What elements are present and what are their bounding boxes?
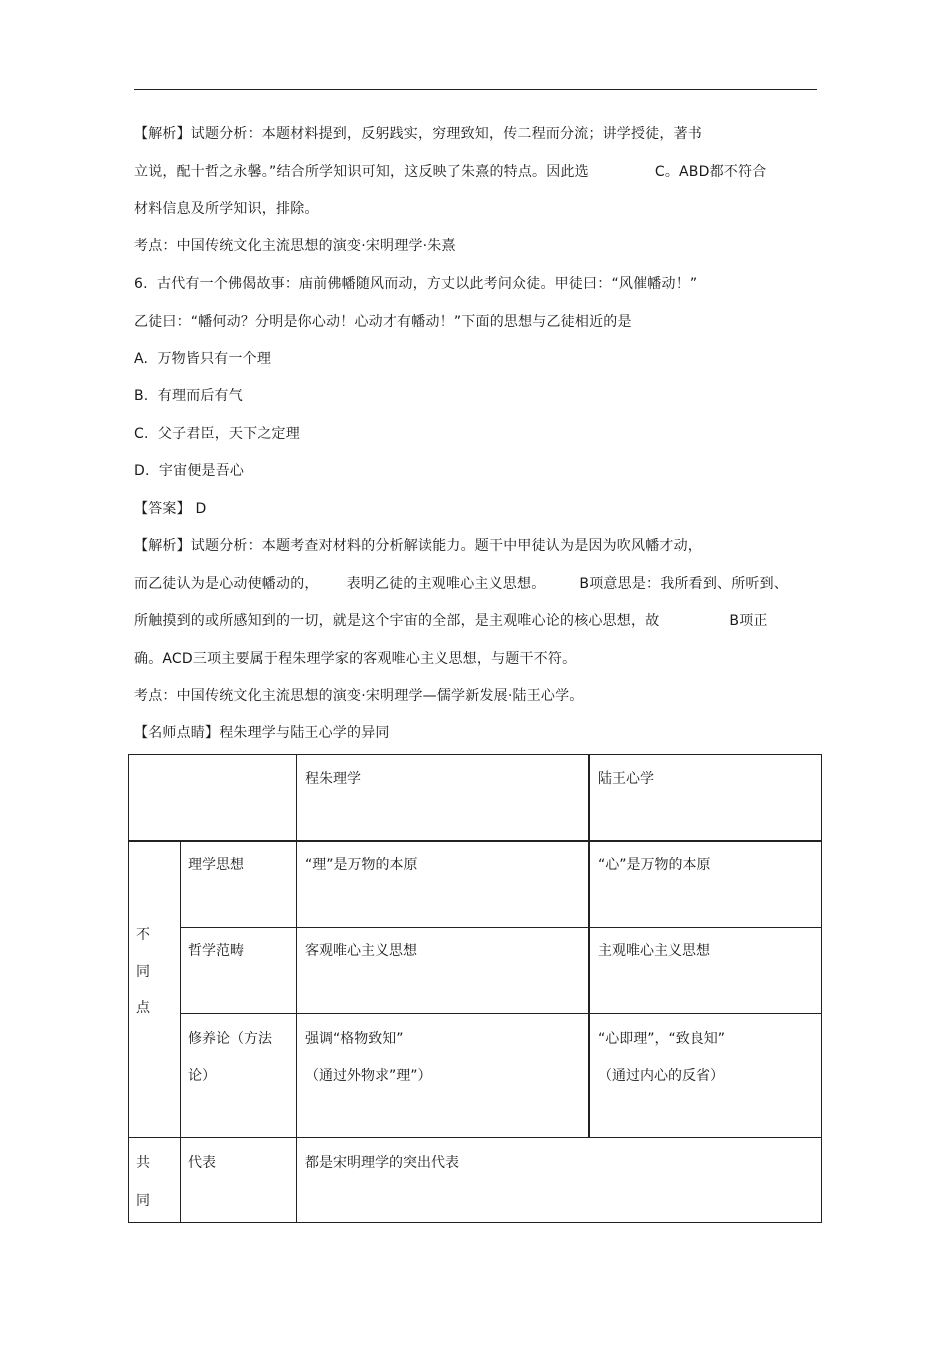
- analysis2-line-3: [134, 611, 768, 631]
- answer-line: 【答案】 D: [134, 501, 207, 517]
- analysis2-line-2-c: B项意思是：我所看到、所听到、: [579, 576, 789, 592]
- row-label-xiuyang-1: 修养论（方法: [188, 1031, 272, 1047]
- row2-luwang: 主观唯心主义思想: [598, 943, 710, 959]
- row1-chengzhu: “理”是万物的本原: [305, 857, 418, 873]
- row-label-daibiao: 代表: [188, 1155, 216, 1171]
- row3-luwang-2: （通过内心的反省）: [598, 1068, 724, 1084]
- table-col-rule-label: [296, 754, 297, 1223]
- row4-common: 都是宋明理学的突出代表: [305, 1155, 459, 1171]
- table-rule-row3: [128, 1137, 822, 1138]
- option-a: A. 万物皆只有一个理: [134, 351, 272, 367]
- group-label-same-2: 同: [136, 1193, 150, 1209]
- group-label-diff-2: 同: [136, 964, 150, 980]
- analysis2-line-2-b: 表明乙徒的主观唯心主义思想。: [346, 576, 546, 592]
- analysis2-line-3-b: B项正: [729, 613, 768, 629]
- row-label-zhexue: 哲学范畴: [188, 943, 244, 959]
- row3-luwang-1: “心即理”，“致良知”: [598, 1031, 726, 1047]
- analysis-line-2-text: 立说，配十哲之永馨。”结合所学知识可知，这反映了朱熹的特点。因此选: [134, 164, 589, 180]
- option-c: C. 父子君臣，天下之定理: [134, 426, 300, 442]
- table-col-rule-group: [180, 840, 181, 1223]
- analysis2-line-2: [134, 574, 788, 594]
- table-head-luwang: 陆王心学: [598, 771, 654, 787]
- table-rule-row2: [180, 1013, 822, 1014]
- row3-chengzhu-1: 强调“格物致知”: [305, 1031, 404, 1047]
- kaodian-line-1: 考点：中国传统文化主流思想的演变·宋明理学·朱熹: [134, 238, 456, 254]
- row2-chengzhu: 客观唯心主义思想: [305, 943, 417, 959]
- analysis2-line-3-a: 所触摸到的或所感知到的一切，就是这个宇宙的全部，是主观唯心论的核心思想，故: [134, 613, 660, 629]
- analysis2-line-1: 【解析】试题分析：本题考查对材料的分析解读能力。题干中甲徒认为是因为吹风幡才动，: [134, 538, 702, 554]
- analysis-line-1: 【解析】试题分析：本题材料提到，反躬践实，穷理致知，传二程而分流；讲学授徒，著书: [134, 126, 702, 142]
- table-head-chengzhu: 程朱理学: [305, 771, 361, 787]
- row1-luwang: “心”是万物的本原: [598, 857, 711, 873]
- analysis-line-3: 材料信息及所学知识，排除。: [134, 201, 319, 217]
- analysis2-line-4: 确。ACD三项主要属于程朱理学家的客观唯心主义思想，与题干不符。: [134, 651, 577, 667]
- analysis2-line-2-a: 而乙徒认为是心动使幡动的，: [134, 576, 319, 592]
- analysis-line-2: [134, 162, 766, 182]
- row3-chengzhu-2: （通过外物求”理”）: [305, 1068, 432, 1084]
- question-6-stem-cont: 乙徒曰：“幡何动？分明是你心动！心动才有幡动！”下面的思想与乙徒相近的是: [134, 314, 632, 330]
- row-label-xiuyang-2: 论）: [188, 1068, 216, 1084]
- table-rule-row1: [180, 927, 822, 928]
- analysis-line-2-choice: C。ABD都不符合: [654, 164, 767, 180]
- question-6-stem: 6. 古代有一个佛偈故事：庙前佛幡随风而动，方丈以此考问众徒。甲徒曰：“风催幡动！”: [134, 276, 698, 292]
- group-label-same-1: 共: [136, 1155, 150, 1171]
- row-label-lixue: 理学思想: [188, 857, 244, 873]
- group-label-diff-1: 不: [136, 927, 150, 943]
- option-b: B. 有理而后有气: [134, 388, 243, 404]
- tip-heading: 【名师点睛】程朱理学与陆王心学的异同: [134, 725, 390, 741]
- table-col-rule-mid: [588, 754, 590, 1137]
- group-label-diff-3: 点: [136, 1000, 150, 1016]
- header-rule: [134, 89, 817, 90]
- kaodian-line-2: 考点：中国传统文化主流思想的演变·宋明理学—儒学新发展·陆王心学。: [134, 688, 584, 704]
- table-rule-head: [128, 840, 822, 842]
- comparison-table: [128, 754, 822, 1223]
- option-d: D. 宇宙便是吾心: [134, 463, 245, 479]
